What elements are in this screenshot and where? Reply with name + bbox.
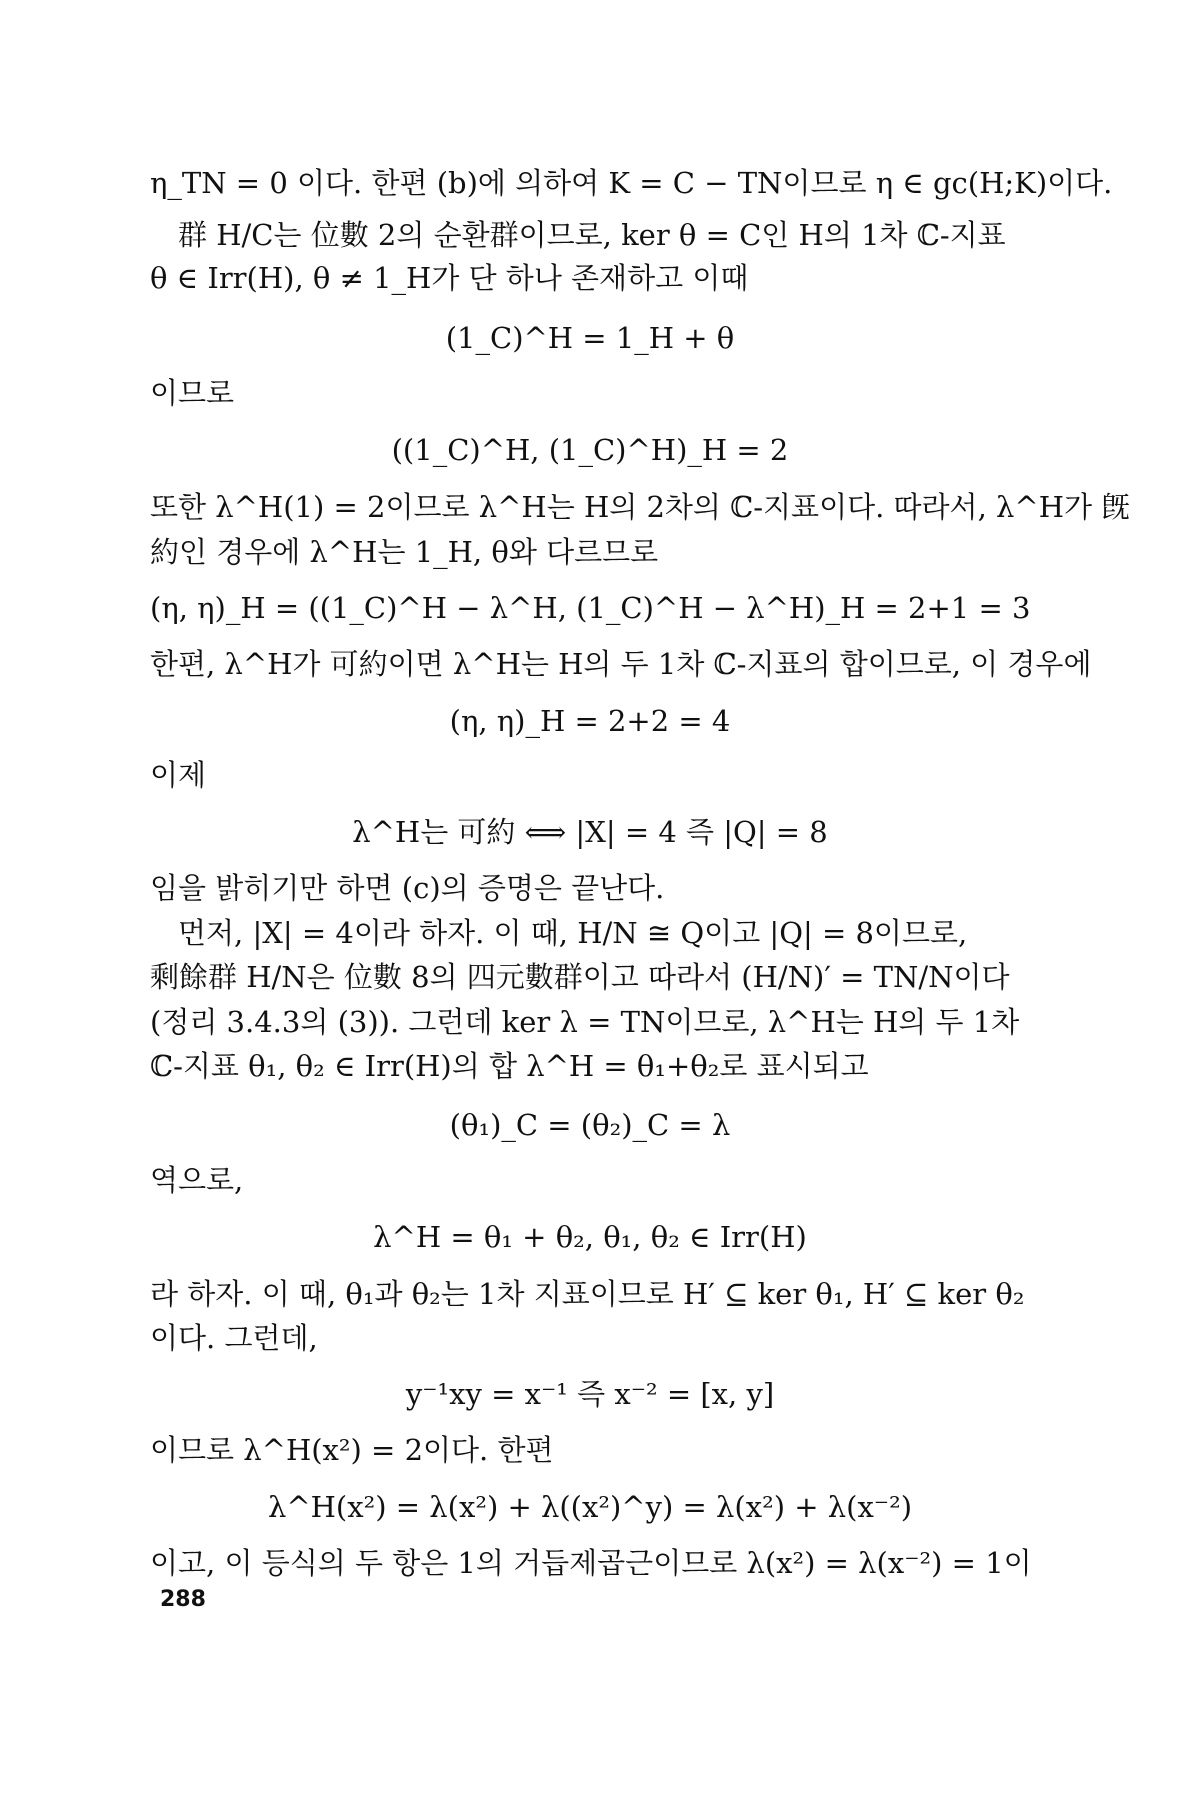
text-line: 群 H/C는 位數 2의 순환群이므로, ker θ = C인 H의 1차 ℂ-지표 xyxy=(178,218,1006,252)
equation: (η, η)_H = ((1_C)^H − λ^H, (1_C)^H − λ^H)_H = 2+1 = 3 xyxy=(150,591,1031,625)
equation: ((1_C)^H, (1_C)^H)_H = 2 xyxy=(391,433,789,467)
text-line: 이므로 λ^H(x²) = 2이다. 한편 xyxy=(150,1433,554,1467)
text-line: 이므로 xyxy=(150,376,235,410)
text-line: 라 하자. 이 때, θ₁과 θ₂는 1차 지표이므로 H′ ⊆ ker θ₁, H′ ⊆ ker θ₂ xyxy=(150,1277,1025,1311)
text-line: 剩餘群 H/N은 位數 8의 四元數群이고 따라서 (H/N)′ = TN/N이다 xyxy=(150,960,1010,994)
text-line: 임을 밝히기만 하면 (c)의 증명은 끝난다. xyxy=(150,871,665,905)
text-line: 먼저, |X| = 4이라 하자. 이 때, H/N ≅ Q이고 |Q| = 8이므로, xyxy=(178,916,968,950)
text-line: 이다. 그런데, xyxy=(150,1321,318,1355)
equation: (θ₁)_C = (θ₂)_C = λ xyxy=(449,1108,731,1142)
equation: (η, η)_H = 2+2 = 4 xyxy=(449,704,731,738)
text-line: ℂ-지표 θ₁, θ₂ ∈ Irr(H)의 합 λ^H = θ₁+θ₂로 표시되고 xyxy=(150,1049,869,1083)
text-line: 이고, 이 등식의 두 항은 1의 거듭제곱근이므로 λ(x²) = λ(x⁻²) = 1이 xyxy=(150,1546,1032,1580)
text-line: 또한 λ^H(1) = 2이므로 λ^H는 H의 2차의 ℂ-지표이다. 따라서, λ^H가 旣 xyxy=(150,490,1131,524)
equation: λ^H = θ₁ + θ₂, θ₁, θ₂ ∈ Irr(H) xyxy=(373,1220,807,1254)
equation: (1_C)^H = 1_H + θ xyxy=(445,321,735,355)
text-line: 이제 xyxy=(150,758,207,792)
text-line: η_TN = 0 이다. 한편 (b)에 의하여 K = C − TN이므로 η ∈ gc(H;K)이다. xyxy=(150,166,1113,200)
text-line: 約인 경우에 λ^H는 1_H, θ와 다르므로 xyxy=(150,535,659,569)
text-line: θ ∈ Irr(H), θ ≠ 1_H가 단 하나 존재하고 이때 xyxy=(150,261,749,295)
text-line: (정리 3.4.3의 (3)). 그런데 ker λ = TN이므로, λ^H는 H의 두 1차 xyxy=(150,1005,1020,1039)
text-line: 역으로, xyxy=(150,1163,244,1197)
page-number: 288 xyxy=(160,1587,206,1612)
equation: λ^H(x²) = λ(x²) + λ((x²)^y) = λ(x²) + λ(x⁻²) xyxy=(267,1490,913,1524)
equation: λ^H는 可約 ⟺ |X| = 4 즉 |Q| = 8 xyxy=(352,815,828,849)
equation: y⁻¹xy = x⁻¹ 즉 x⁻² = [x, y] xyxy=(405,1377,775,1411)
text-line: 한편, λ^H가 可約이면 λ^H는 H의 두 1차 ℂ-지표의 합이므로, 이 경우에 xyxy=(150,647,1092,681)
